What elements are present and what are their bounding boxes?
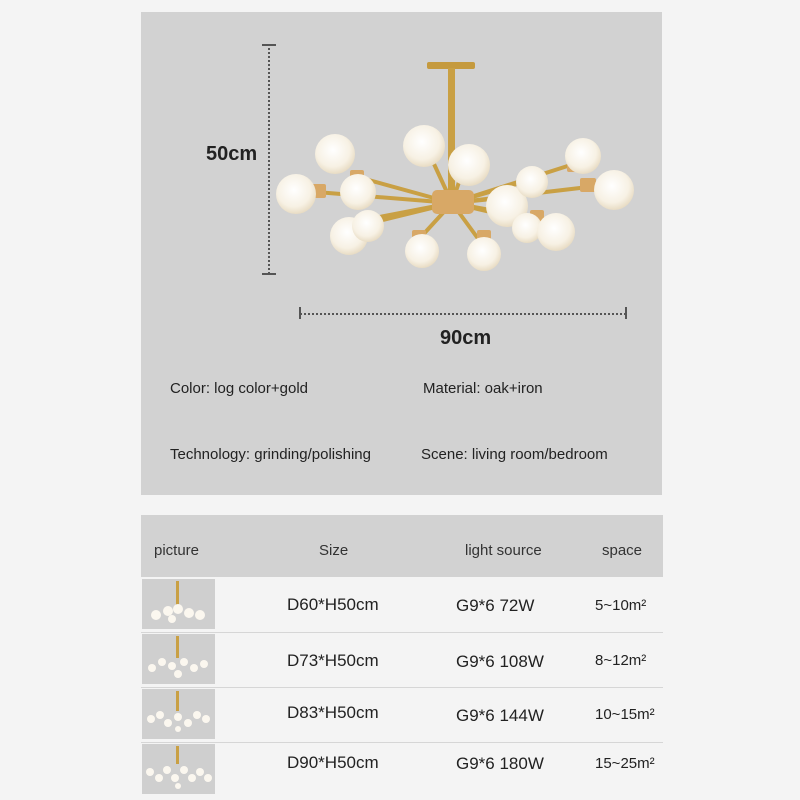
row-space: 8~12m² <box>595 652 647 669</box>
header-light-source: light source <box>465 542 542 559</box>
width-label: 90cm <box>440 327 492 349</box>
row-light-source: G9*6 108W <box>456 652 544 671</box>
product-thumbnail <box>142 689 215 739</box>
row-space: 15~25m² <box>595 755 655 772</box>
height-label: 50cm <box>206 143 258 165</box>
row-size: D60*H50cm <box>287 595 379 614</box>
width-dimension-cap-left <box>299 307 301 319</box>
technology-spec: Technology: grinding/polishing <box>170 446 371 463</box>
row-light-source: G9*6 144W <box>456 706 544 725</box>
scene-spec: Scene: living room/bedroom <box>421 446 608 463</box>
height-dimension-cap-top <box>262 44 276 46</box>
height-dimension-line <box>268 44 270 274</box>
product-thumbnail <box>142 634 215 684</box>
width-dimension-line <box>300 313 626 315</box>
table-row <box>141 578 663 633</box>
chandelier-image <box>272 58 642 278</box>
row-space: 5~10m² <box>595 597 647 614</box>
table-row <box>141 688 663 743</box>
row-size: D83*H50cm <box>287 703 379 722</box>
header-picture: picture <box>154 542 200 559</box>
row-light-source: G9*6 180W <box>456 754 544 773</box>
table-row <box>141 633 663 688</box>
row-size: D90*H50cm <box>287 753 379 772</box>
size-table-header <box>141 515 663 577</box>
header-space: space <box>602 542 643 559</box>
width-dimension-cap-right <box>625 307 627 319</box>
product-thumbnail <box>142 744 215 794</box>
row-space: 10~15m² <box>595 706 655 723</box>
row-size: D73*H50cm <box>287 651 379 670</box>
product-thumbnail <box>142 579 215 629</box>
header-size: Size <box>319 542 349 559</box>
color-spec: Color: log color+gold <box>170 380 308 397</box>
material-spec: Material: oak+iron <box>423 380 543 397</box>
row-light-source: G9*6 72W <box>456 596 535 615</box>
table-row <box>141 743 663 797</box>
